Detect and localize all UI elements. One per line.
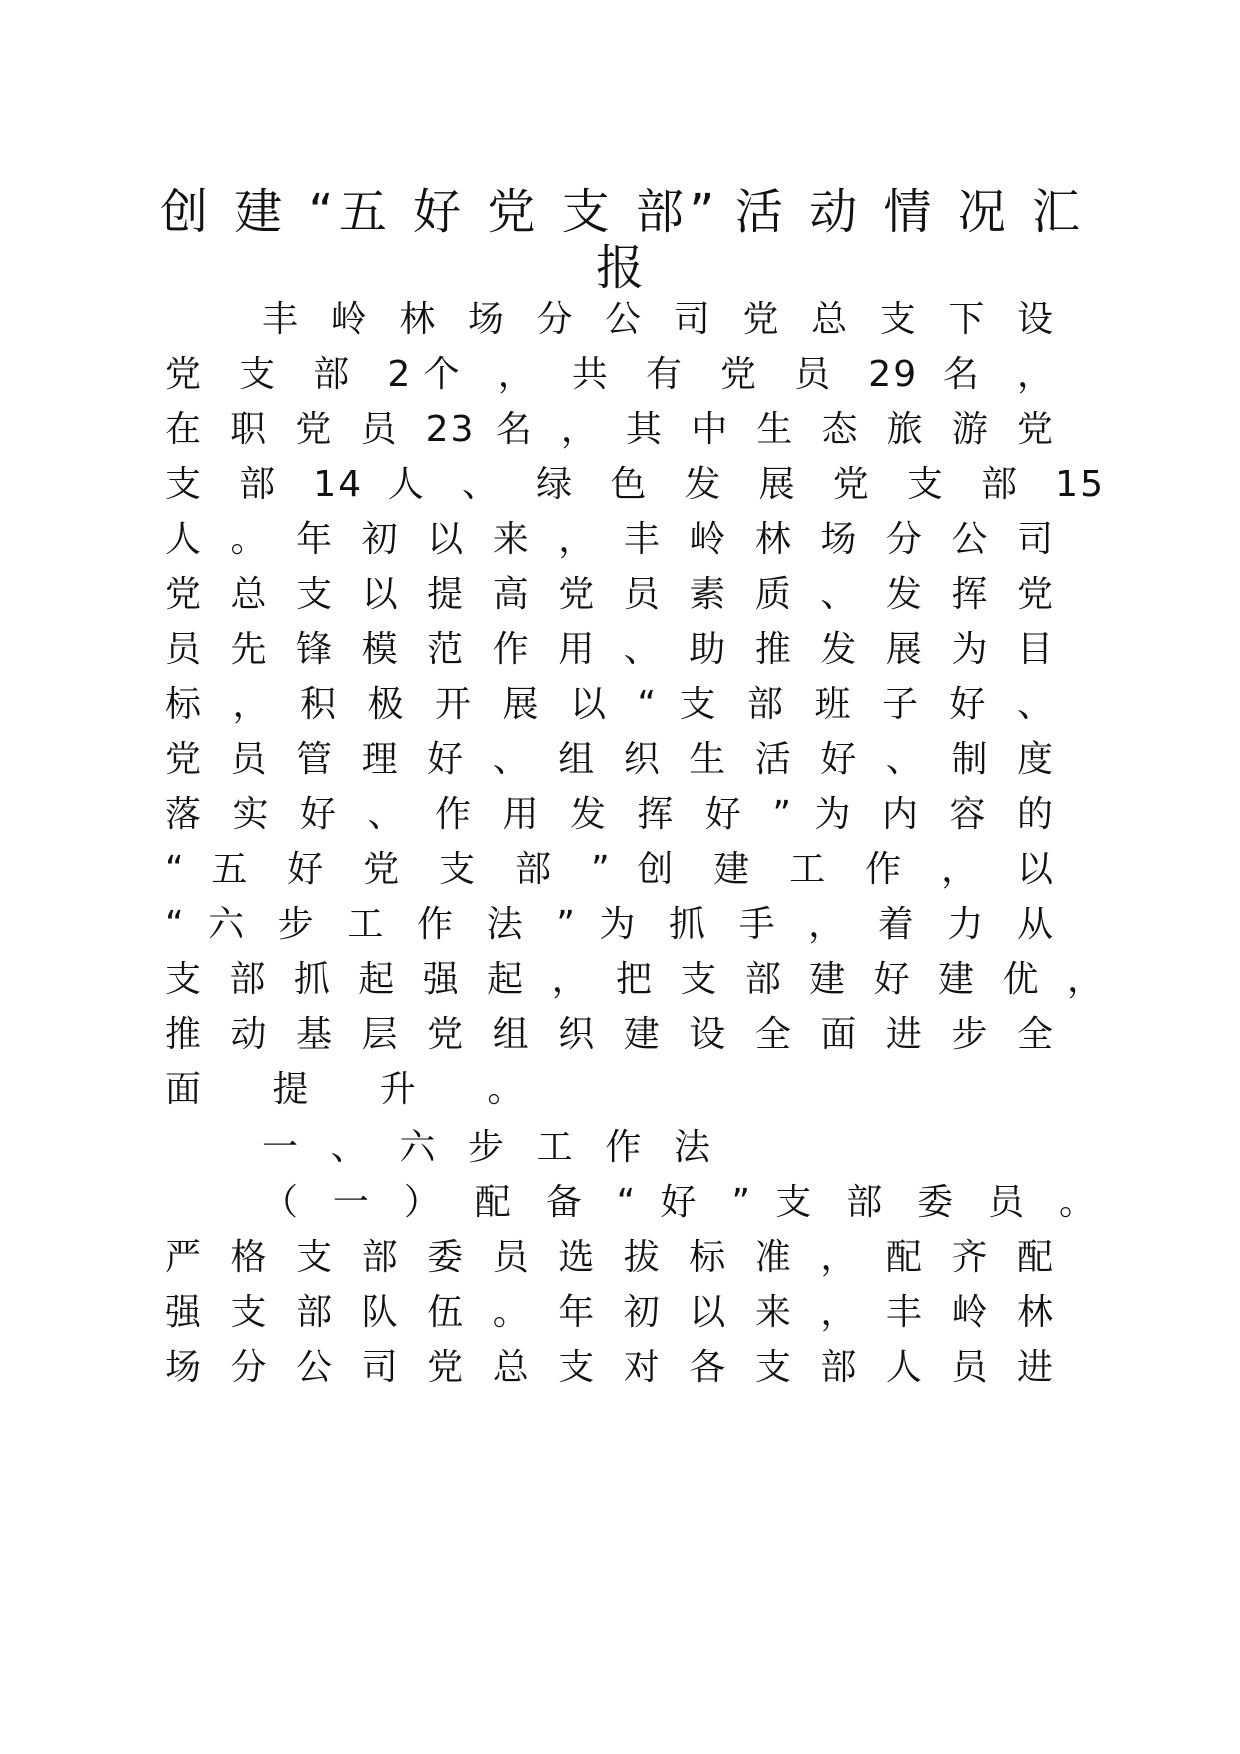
document-title-line-2: 报 bbox=[595, 240, 644, 296]
paragraph-line: 党 支 部 2个 ， 共 有 党 员 29 名 ， bbox=[165, 354, 1055, 395]
paragraph-line: 党 总 支 以 提 高 党 员 素 质 、 发 挥 党 bbox=[165, 574, 1055, 615]
paragraph-line: 在 职 党 员 23 名 ， 其 中 生 态 旅 游 党 bbox=[165, 409, 1055, 450]
paragraph-line: 丰 岭 林 场 分 公 司 党 总 支 下 设 bbox=[262, 299, 1055, 340]
paragraph-line: 推 动 基 层 党 组 织 建 设 全 面 进 步 全 bbox=[165, 1014, 1055, 1055]
paragraph-line: 面 提 升 。 bbox=[165, 1069, 554, 1110]
paragraph-line: 场 分 公 司 党 总 支 对 各 支 部 人 员 进 bbox=[165, 1347, 1055, 1388]
paragraph-line: 党 员 管 理 好 、 组 织 生 活 好 、 制 度 bbox=[165, 739, 1055, 780]
document-title-line-1: 创 建 “五 好 党 支 部” 活 动 情 况 汇 bbox=[160, 184, 1080, 240]
paragraph-line: 标 ， 积 极 开 展 以 “ 支 部 班 子 好 、 bbox=[165, 684, 1055, 725]
paragraph-line: 落 实 好 、 作 用 发 挥 好 ” 为 内 容 的 bbox=[165, 794, 1055, 835]
paragraph-line: 员 先 锋 模 范 作 用 、 助 推 发 展 为 目 bbox=[165, 629, 1055, 670]
paragraph-line: 严 格 支 部 委 员 选 拔 标 准 ， 配 齐 配 bbox=[165, 1237, 1055, 1278]
section-heading: 一 、 六 步 工 作 法 bbox=[262, 1127, 712, 1168]
paragraph-line: “ 六 步 工 作 法 ” 为 抓 手 ， 着 力 从 bbox=[165, 904, 1055, 945]
subsection-heading: （ 一 ） 配 备 “ 好 ” 支 部 委 员 。 bbox=[262, 1182, 1097, 1223]
paragraph-line: 支 部 抓 起 强 起 ， 把 支 部 建 好 建 优 ， bbox=[165, 959, 1105, 1000]
paragraph-line: 人 。 年 初 以 来 ， 丰 岭 林 场 分 公 司 bbox=[165, 519, 1055, 560]
paragraph-line: 支 部 14 人 、 绿 色 发 展 党 支 部 15 bbox=[165, 464, 1105, 505]
paragraph-line: 强 支 部 队 伍 。 年 初 以 来 ， 丰 岭 林 bbox=[165, 1292, 1055, 1333]
paragraph-line: “ 五 好 党 支 部 ” 创 建 工 作 ， 以 bbox=[165, 849, 1055, 890]
